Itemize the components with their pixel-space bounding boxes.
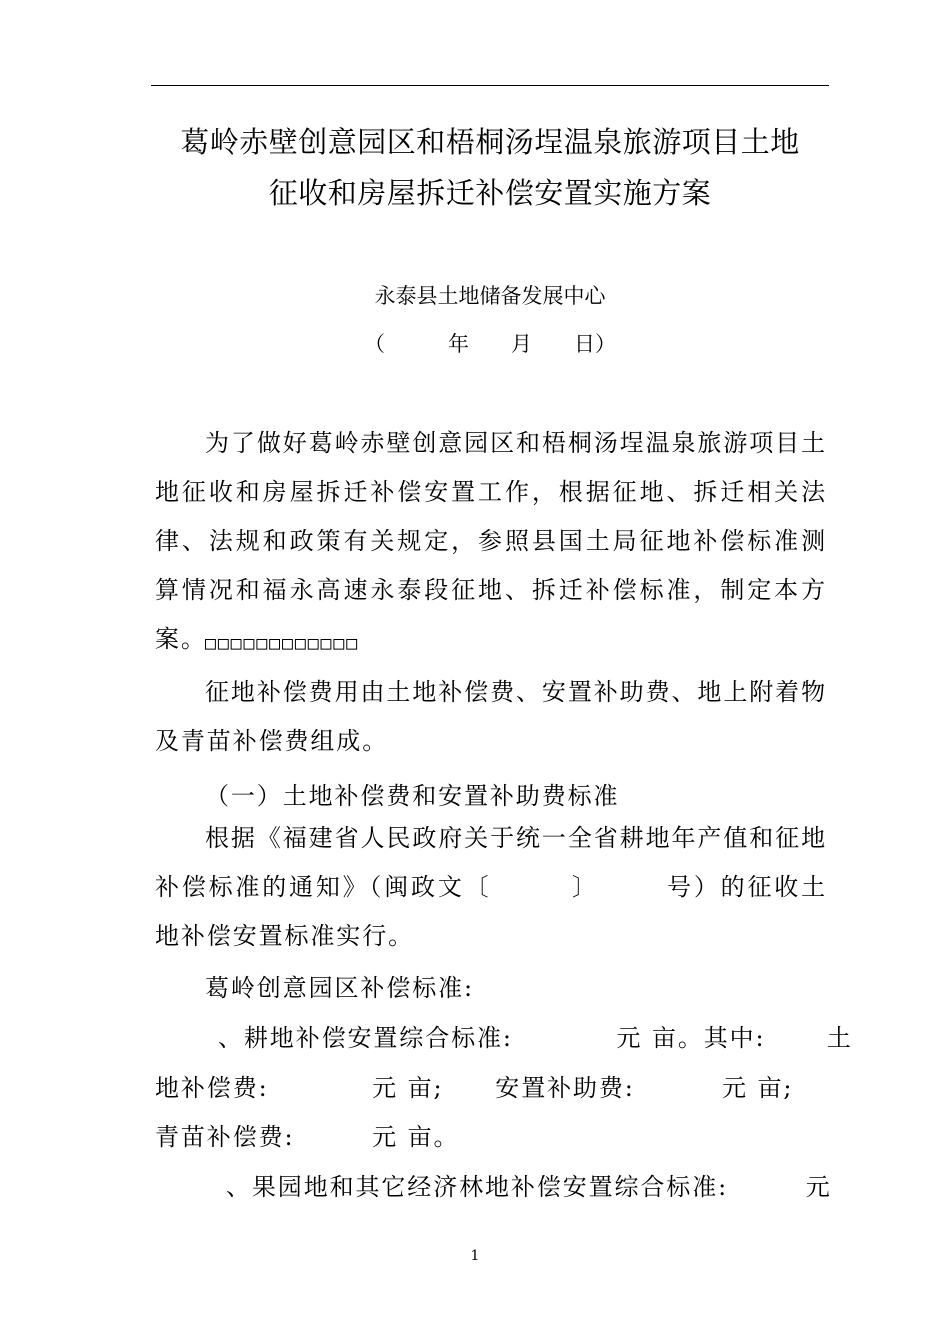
item-1-line-1: 、耕地补偿安置综合标准: 元 亩。其中: 土 [218,1024,853,1052]
section-1-heading: （一）土地补偿费和安置补助费标准 [205,782,620,810]
item-1-line-2: 地补偿费: 元 亩; 安置补助费: 元 亩; [155,1074,794,1102]
intro-paragraph: 为了做好葛岭赤壁创意园区和梧桐汤埕温泉旅游项目土地征收和房屋拆迁补偿安置工作，根据征地、拆迁相关法律、法规和政策有关规定，参照县国土局征地补偿标准测算情况和福永高速永泰段征地、拆迁补偿标准，制定本方案。 [155,429,827,653]
document-title-line-2: 征收和房屋拆迁补偿安置实施方案 [268,176,712,210]
page-number: 1 [470,1248,480,1264]
basis-paragraph: 根据《福建省人民政府关于统一全省耕地年产值和征地补偿标准的通知》（闽政文〔 〕 号）的征收土地补偿安置标准实行。 [155,824,827,950]
document-title-line-1: 葛岭赤壁创意园区和梧桐汤埕温泉旅游项目土地 [180,125,800,159]
geling-standard-heading: 葛岭创意园区补偿标准: [205,974,474,1002]
composition-paragraph: 征地补偿费用由土地补偿费、安置补助费、地上附着物及青苗补偿费组成。 [155,678,827,755]
garbled-heading: □□□□□□□□□□□□ [205,633,360,654]
issue-date: （ 年 月 日） [364,332,616,356]
issuer: 永泰县土地储备发展中心 [374,284,606,308]
item-1-line-3: 青苗补偿费: 元 亩。 [155,1123,460,1151]
item-2-line-1: 、果园地和其它经济林地补偿安置综合标准: 元 [226,1173,832,1201]
header-rule [151,85,829,86]
